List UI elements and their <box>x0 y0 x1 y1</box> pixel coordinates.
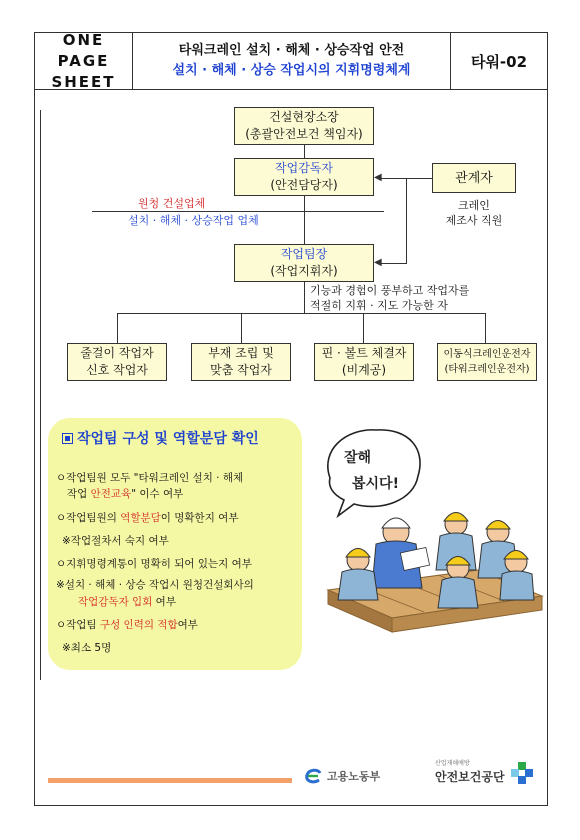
checklist-item-4 <box>56 617 198 633</box>
connector <box>485 313 486 343</box>
margin-line <box>40 110 41 680</box>
worker-box-4 <box>437 343 537 381</box>
related-note-line1: 크레인 <box>458 199 490 212</box>
related-title: 관계자 <box>455 170 493 186</box>
checkbox-square-icon <box>62 433 73 444</box>
checklist-title-text: 작업팀 구성 및 역할분담 확인 <box>77 431 259 447</box>
arrow-head-left-icon: ◀ <box>374 257 382 268</box>
item-2-suffix: 이 명확한지 여부 <box>160 512 239 524</box>
kosha-logo-subtext: 산업재해예방 <box>435 760 470 767</box>
arrow-head-left-icon: ◀ <box>374 172 382 183</box>
worker-1-line1: 줄걸이 작업자 <box>80 346 154 360</box>
item-4-highlight: 구성 인력의 적합 <box>99 619 178 631</box>
worker-2-line2: 맞춤 작업자 <box>210 363 272 377</box>
moel-logo-text: 고용노동부 <box>327 770 381 783</box>
item-2-prefix: ㅇ작업팀원의 <box>56 512 121 524</box>
item-4-prefix: ㅇ작업팀 <box>56 619 100 631</box>
worker-box-3 <box>314 343 414 381</box>
worker-box-1 <box>67 343 167 381</box>
kosha-emblem-icon <box>511 762 533 784</box>
team-leader-box <box>234 244 374 282</box>
connector <box>304 145 305 158</box>
supervisor-title: 작업감독자 <box>275 161 333 175</box>
moel-logo <box>305 768 380 784</box>
item-note2-suffix: 여부 <box>152 596 176 608</box>
contractor-divider <box>92 211 384 212</box>
checklist-note-2-cont <box>78 594 176 610</box>
related-note-line2: 제조사 직원 <box>445 214 503 227</box>
checklist-note-3: ※최소 5명 <box>62 642 112 654</box>
team-leader-note <box>310 283 469 313</box>
sheet-label-line1: ONE PAGE <box>57 30 110 70</box>
worker-4-line2: (타워크레인운전자) <box>444 364 530 375</box>
team-leader-title: 작업팀장 <box>280 247 328 261</box>
worker-box-2 <box>191 343 291 381</box>
prime-contractor-label: 원청 건설업체 <box>138 197 206 210</box>
connector <box>117 313 118 343</box>
svg-text:봅시다!: 봅시다! <box>352 476 399 492</box>
worker-3-line2: (비계공) <box>341 363 387 377</box>
sheet-label <box>35 30 133 91</box>
item-4-suffix: 여부 <box>177 619 198 631</box>
checklist-item-2 <box>56 510 238 526</box>
connector <box>363 313 364 343</box>
worker-4-line1: 이동식크레인운전자 <box>443 349 531 360</box>
worker-2-line1: 부재 조립 및 <box>208 346 274 360</box>
item-1-highlight: 안전교육 <box>90 488 132 500</box>
item-2-highlight: 역할분담 <box>120 512 161 524</box>
connector <box>304 196 305 244</box>
related-note <box>432 198 516 228</box>
arrow-line <box>406 178 407 264</box>
arrow-line <box>380 263 407 264</box>
title-line2: 설치 · 해체 · 상승 작업시의 지휘명령체계 <box>172 63 411 78</box>
item-1-line1: ㅇ작업팀원 모두 "타워크레인 설치 · 해체 <box>56 472 244 484</box>
kosha-logo <box>435 760 533 785</box>
supervisor-box <box>234 158 374 196</box>
item-1-prefix: 작업 <box>67 488 91 500</box>
header <box>34 32 548 90</box>
team-leader-sub: (작업지휘자) <box>270 264 338 278</box>
worker-3-line1: 핀 · 볼트 체결자 <box>321 346 407 360</box>
supervisor-sub: (안전담당자) <box>270 178 338 192</box>
site-manager-title: 건설현장소장 <box>269 110 339 124</box>
worker-meeting-illustration <box>318 420 546 650</box>
kosha-logo-text: 안전보건공단 <box>435 770 505 784</box>
install-contractor-label: 설치 · 해체 · 상승작업 업체 <box>128 214 259 227</box>
related-box <box>432 163 516 193</box>
title-line1: 타워크레인 설치 · 해체 · 상승작업 안전 <box>178 43 405 58</box>
header-title <box>133 33 451 89</box>
moel-emblem-icon <box>305 768 323 784</box>
sheet-code: 타워-02 <box>470 52 528 71</box>
worker-bus <box>117 313 485 314</box>
svg-text:잘해: 잘해 <box>344 450 372 466</box>
footer-bar <box>48 778 292 783</box>
checklist-item-1 <box>56 470 296 502</box>
checklist-note-2: ※설치 · 해체 · 상승 작업시 원청건설회사의 <box>56 579 254 591</box>
team-leader-note-line2: 적절히 지휘 · 지도 가능한 자 <box>310 299 448 312</box>
worker-1-line2: 신호 작업자 <box>86 363 148 377</box>
sheet-label-line2: SHEET <box>51 72 116 91</box>
checklist-title <box>62 428 259 448</box>
item-note2-highlight: 작업감독자 입회 <box>78 596 153 608</box>
team-leader-note-line1: 기능과 경험이 풍부하고 작업자를 <box>310 284 470 297</box>
site-manager-sub: (총괄안전보건 책임자) <box>245 127 363 141</box>
checklist-note-1: ※작업절차서 숙지 여부 <box>62 535 169 547</box>
item-1-suffix: " 이수 여부 <box>131 488 184 500</box>
connector <box>241 313 242 343</box>
connector <box>304 282 305 314</box>
checklist-item-3: ㅇ지휘명령계통이 명확히 되어 있는지 여부 <box>56 558 252 570</box>
site-manager-box <box>234 107 374 145</box>
